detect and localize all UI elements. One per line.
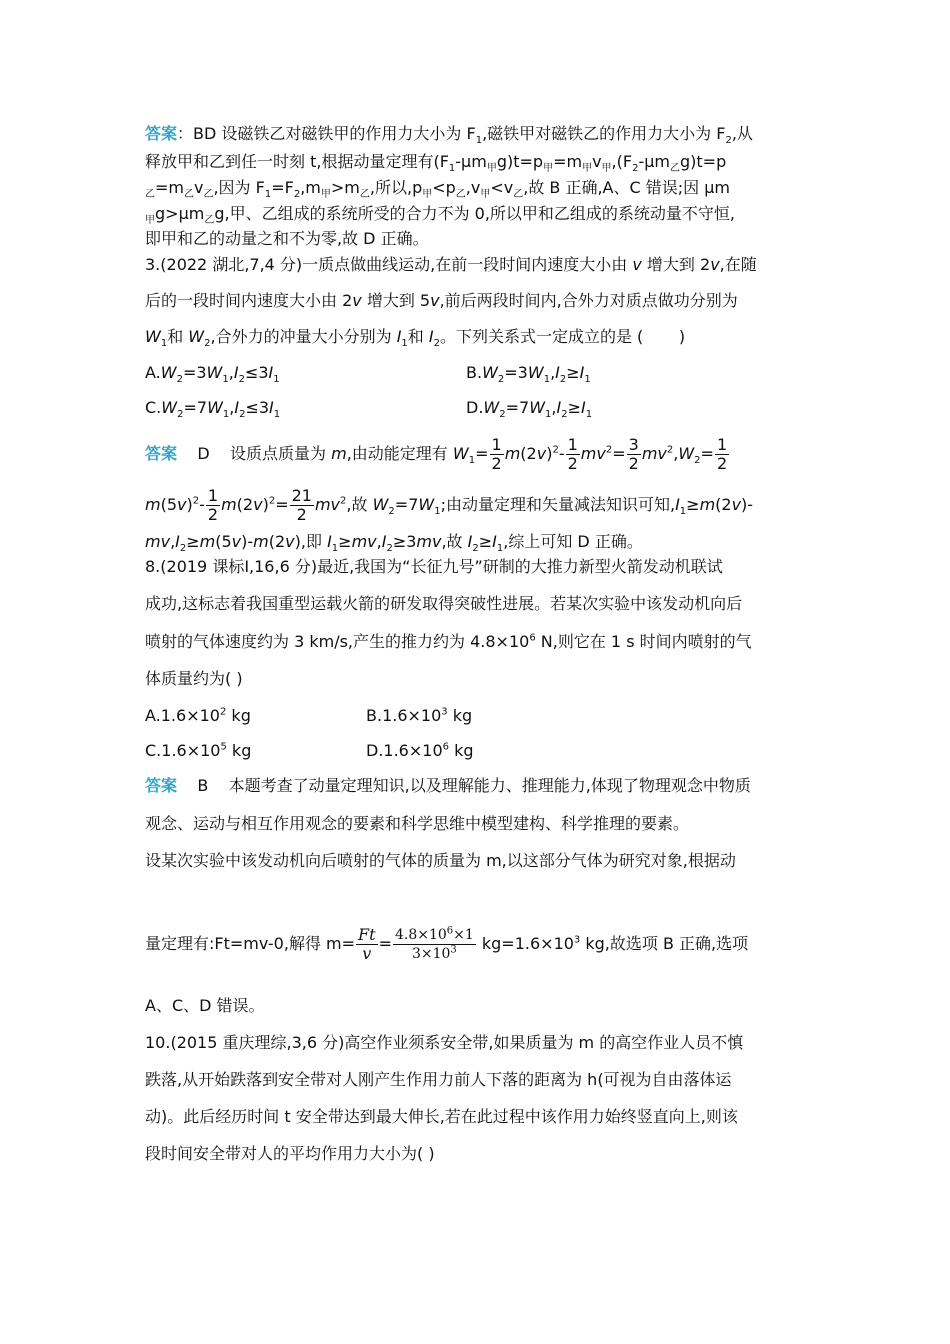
question-8-stem: 8.(2019 课标Ⅰ,16,6 分)最近,我国为“长征九号”研制的大推力新型火箭发动机联试 xyxy=(145,557,723,576)
answer-8-line: A、C、D 错误。 xyxy=(145,996,265,1015)
question-8-stem: 体质量约为( ) xyxy=(145,669,243,688)
answer-8-line: 答案 B 本题考查了动量定理知识,以及理解能力、推理能力,体现了物理观念中物质 xyxy=(145,776,751,795)
question-3-option-b: $B.W_2=3W_1,I_2\ge I_1$ xyxy=(466,363,591,386)
question-3-option-c: $C.W_2=7W_1,I_2\le 3I_1$ xyxy=(145,398,281,421)
question-10-stem: 动)。此后经历时间 t 安全带达到最大伸长,若在此过程中该作用力始终竖直向上,则该 xyxy=(145,1107,738,1126)
answer-8-line: 设某次实验中该发动机向后喷射的气体的质量为 m,以这部分气体为研究对象,根据动 xyxy=(145,851,736,870)
question-8-stem: 喷射的气体速度约为 3 km/s,产生的推力约为 $4.8\times 10^6$ N,则它在 1 s 时间内喷射的气 xyxy=(145,632,752,651)
question-3-stem: 后的一段时间内速度大小由 2v 增大到 5v,前后两段时间内,合外力对质点做功分别为 xyxy=(145,291,738,310)
answer-3-line: 答案 D 设质点质量为 m,由动能定理有 $W_1=$ $\frac{1}{2}$ $m(2v)^2-$ $\frac{1}{2}$ $mv^2=$ $\frac{3}{2}$ $mv^2,W_2=$ $\frac{1}{2}$ xyxy=(145,435,728,473)
question-10-stem: 段时间安全带对人的平均作用力大小为( ) xyxy=(145,1144,435,1163)
question-8-option-a: $A.1.6\times 10^2$ kg xyxy=(145,706,251,725)
answer-8-formula-line: 量定理有:Ft=mv-0,解得 m= $\frac{Ft}{v}$ = $\frac{4.8\times 10^6\times 1}{3\times 10^3}$ $kg=1.6\times 10^3$ kg,故选项 B 正确,选项 xyxy=(145,925,749,963)
question-3-stem: 3.(2022 湖北,7,4 分)一质点做曲线运动,在前一段时间内速度大小由 v 增大到 2v,在随 xyxy=(145,255,757,274)
question-8-option-c: $C.1.6\times 10^5$ kg xyxy=(145,741,252,760)
question-8-option-d: $D.1.6\times 10^6$ kg xyxy=(366,741,474,760)
answer-paragraph-line: 即甲和乙的动量之和不为零,故 D 正确。 xyxy=(145,229,429,248)
question-8-option-b: $B.1.6\times 10^3$ kg xyxy=(366,706,473,725)
question-3-option-a: $A.W_2=3W_1,I_2\le 3I_1$ xyxy=(145,363,280,386)
answer-paragraph-line: 释放甲和乙到任一时刻 t,根据动量定理有$(F_1-\mu m_甲g)t=p_甲=m_甲v_甲,(F_2-\mu m_乙g)t=p$ xyxy=(145,152,727,175)
answer-paragraph-line: $_乙=m_乙v_乙$,因为 $F_1=F_2,m_甲>m_乙$,所以$,p_甲<p_乙,v_甲<v_乙$,故 B 正确,A、C 错误;因 μm xyxy=(145,178,731,201)
question-10-stem: 跌落,从开始跌落到安全带对人刚产生作用力前人下落的距离为 h(可视为自由落体运 xyxy=(145,1070,732,1089)
question-10-stem: 10.(2015 重庆理综,3,6 分)高空作业须系安全带,如果质量为 m 的高空作业人员不慎 xyxy=(145,1033,744,1052)
question-3-stem: $W_1$和 $W_2$,合外力的冲量大小分别为 $I_1$和 $I_2$。下列关系式一定成立的是 ( ) xyxy=(145,327,686,350)
answer-3-line: $mv,I_2\ge m(5v)-m(2v)$,即 $I_1\ge mv,I_2\ge 3mv$,故 $I_2\ge I_1$,综上可知 D 正确。 xyxy=(145,532,643,555)
question-8-stem: 成功,这标志着我国重型运载火箭的研发取得突破性进展。若某次实验中该发动机向后 xyxy=(145,594,743,613)
answer-3-line: $m(5v)^2-$ $\frac{1}{2}$ $m(2v)^2=$ $\frac{21}{2}$ $mv^2$,故 $W_2=7W_1$;由动量定理和矢量减法知识可知$,I_1\ge m(2v)-$ xyxy=(145,486,754,524)
question-3-option-d: $D.W_2=7W_1,I_2\ge I_1$ xyxy=(466,398,593,421)
answer-paragraph-line: $_甲g>\mu m_乙g$,甲、乙组成的系统所受的合力不为 0,所以甲和乙组成的系统动量不守恒, xyxy=(145,204,736,227)
answer-8-line: 观念、运动与相互作用观念的要素和科学思维中模型建构、科学推理的要素。 xyxy=(145,814,690,833)
answer-paragraph-line: 答案：BD 设磁铁乙对磁铁甲的作用力大小为 $F_1$,磁铁甲对磁铁乙的作用力大小为 $F_2$,从 xyxy=(145,124,753,147)
